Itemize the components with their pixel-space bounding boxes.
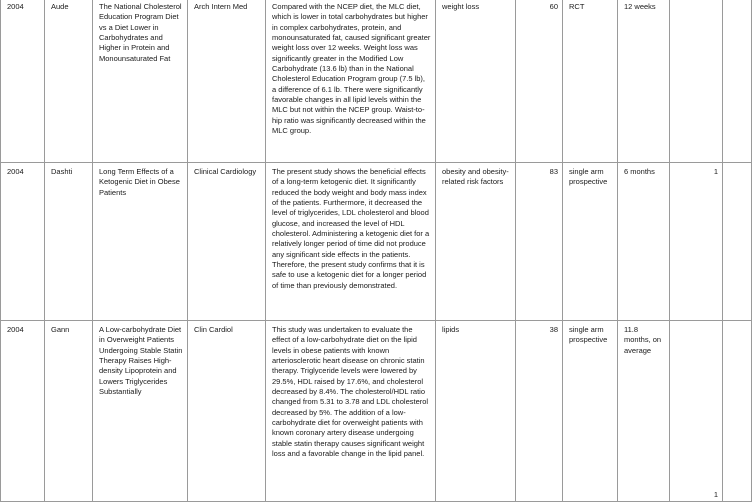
subjects-cell: 38 [516,321,563,502]
subjects-cell: 60 [516,0,563,163]
topic-cell: lipids [436,321,516,502]
subjects-cell: 83 [516,163,563,321]
journal-cell: Clinical Cardiology [188,163,266,321]
table-row [1,163,752,321]
duration-cell: 12 weeks [618,0,670,163]
year-cell: 2004 [1,0,45,163]
author-cell: Dashti [45,163,93,321]
year-cell: 2004 [1,163,45,321]
design-cell: RCT [563,0,618,163]
duration-cell: 11.8 months, on average [618,321,670,502]
empty-cell [723,0,752,163]
empty-cell [723,321,752,502]
title-cell: A Low-carbohydrate Diet in Overweight Patients Undergoing Stable Statin Therapy Raises High-density Lipoprotein and Lowers Triglycerides Substantially [93,321,188,502]
summary-cell: This study was undertaken to evaluate the effect of a low-carbohydrate diet on the lipid levels in obese patients with known arteriosclerotic heart disease on chronic statin therapy. Triglyceride levels were lowered by 29.5%, HDL raised by 17.6%, and cholesterol decreased by 8.4%. The cholesterol/HDL ratio changed from 5.31 to 3.78 and LDL cholesterol decreased by 5%. The addition of a low-carbohydrate diet for overweight patients with known coronary artery disease undergoing stable statin therapy causes significant weight loss and a favorable change in the lipid panel. [266,321,436,502]
title-cell: The National Cholesterol Education Program Diet vs a Diet Lower in Carbohydrates and Higher in Protein and Monounsaturated Fat [93,0,188,163]
extra-cell [670,321,723,502]
design-cell: single arm prospective [563,163,618,321]
duration-cell: 6 months [618,163,670,321]
author-cell: Gann [45,321,93,502]
extra-value: 1 [713,489,718,499]
summary-cell: The present study shows the beneficial effects of a long-term ketogenic diet. It significantly reduced the body weight and body mass index of the patients. Furthermore, it decreased the level of triglycerides, LDL cholesterol and blood glucose, and increased the level of HDL cholesterol. Administering a ketogenic diet for a relatively longer period of time did not produce any significant side effects in the patients. Therefore, the present study confirms that it is safe to use a ketogenic diet for a longer period of time than previously demonstrated. [266,163,436,321]
journal-cell: Clin Cardiol [188,321,266,502]
extra-cell [670,0,723,163]
table-row [1,0,752,163]
journal-cell: Arch Intern Med [188,0,266,163]
title-cell: Long Term Effects of a Ketogenic Diet in Obese Patients [93,163,188,321]
extra-cell: 1 [670,163,723,321]
table-row [1,321,752,502]
year-cell: 2004 [1,321,45,502]
author-cell: Aude [45,0,93,163]
design-cell: single arm prospective [563,321,618,502]
empty-cell [723,163,752,321]
topic-cell: weight loss [436,0,516,163]
topic-cell: obesity and obesity-related risk factors [436,163,516,321]
summary-cell: Compared with the NCEP diet, the MLC diet, which is lower in total carbohydrates but higher in complex carbohydrates, protein, and monounsaturated fat, caused significant greater weight loss over 12 weeks. Weight loss was significantly greater in the Modified Low Carbohydrate (13.6 lb) than in the National Cholesterol Education Program group (7.5 lb), a difference of 6.1 lb. There were significantly favorable changes in all lipid levels within the MLC but not within the NCEP group. Waist-to-hip ratio was significantly decreased within the MLC group. [266,0,436,163]
